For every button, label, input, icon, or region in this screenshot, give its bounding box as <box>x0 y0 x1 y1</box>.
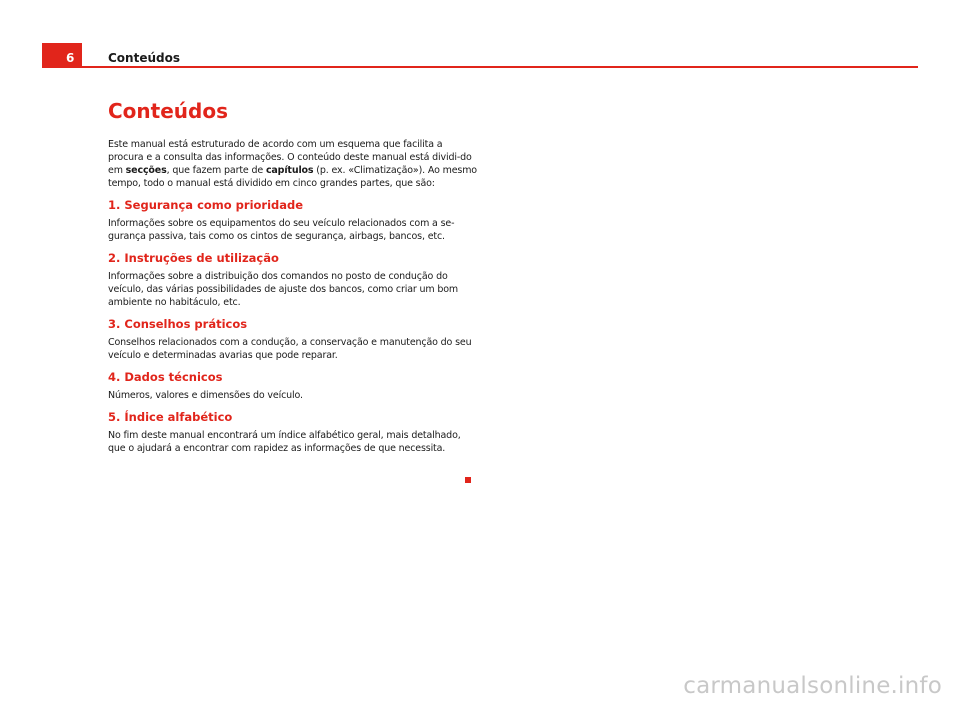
header-title: Conteúdos <box>108 51 180 65</box>
section-text-1: Informações sobre os equipamentos do seu veículo relacionados com a se-gurança passiva, tais como os cintos de segurança, airbags, bancos, etc. <box>108 218 455 242</box>
section-title-2: 2. Instruções de utilização <box>108 251 279 265</box>
section-text-5: No fim deste manual encontrará um índice alfabético geral, mais detalhado, que o ajudará a encontrar com rapidez as informações de que necessita. <box>108 430 461 454</box>
main-content <box>108 98 480 455</box>
intro-bold-sections: secções <box>125 165 167 176</box>
intro-text-2: , que fazem parte de <box>166 165 266 176</box>
intro-bold-chapters: capítulos <box>265 165 314 176</box>
section-title-1: 1. Segurança como prioridade <box>108 198 304 212</box>
section-text-2: Informações sobre a distribuição dos comandos no posto de condução do veículo, das várias possibilidades de ajuste dos bancos, como criar um bom ambiente no habitáculo, etc. <box>108 271 459 308</box>
page-number-box <box>42 43 82 68</box>
section-title-5: 5. Índice alfabético <box>108 410 233 424</box>
page-heading: Conteúdos <box>108 99 228 123</box>
intro-text-1: Este manual está estruturado de acordo com um esquema que facilita a procura e a consulta das informações. O conteúdo deste manual está dividi-do em <box>108 139 472 176</box>
section-text-3: Conselhos relacionados com a condução, a conservação e manutenção do seu veículo e determinadas avarias que pode reparar. <box>108 337 472 361</box>
watermark: carmanualsonline.info <box>683 673 942 699</box>
section-text-4: Números, valores e dimensões do veículo. <box>108 390 303 401</box>
section-title-4: 4. Dados técnicos <box>108 370 223 384</box>
page-number: 6 <box>66 51 75 65</box>
header-rule <box>82 66 918 68</box>
section-title-3: 3. Conselhos práticos <box>108 317 248 331</box>
intro-paragraph <box>108 138 480 190</box>
end-of-section-marker <box>465 477 471 483</box>
intro-text-3: (p. ex. «Climatização»). Ao mesmo tempo, todo o manual está dividido em cinco grandes partes, que são: <box>108 165 477 189</box>
